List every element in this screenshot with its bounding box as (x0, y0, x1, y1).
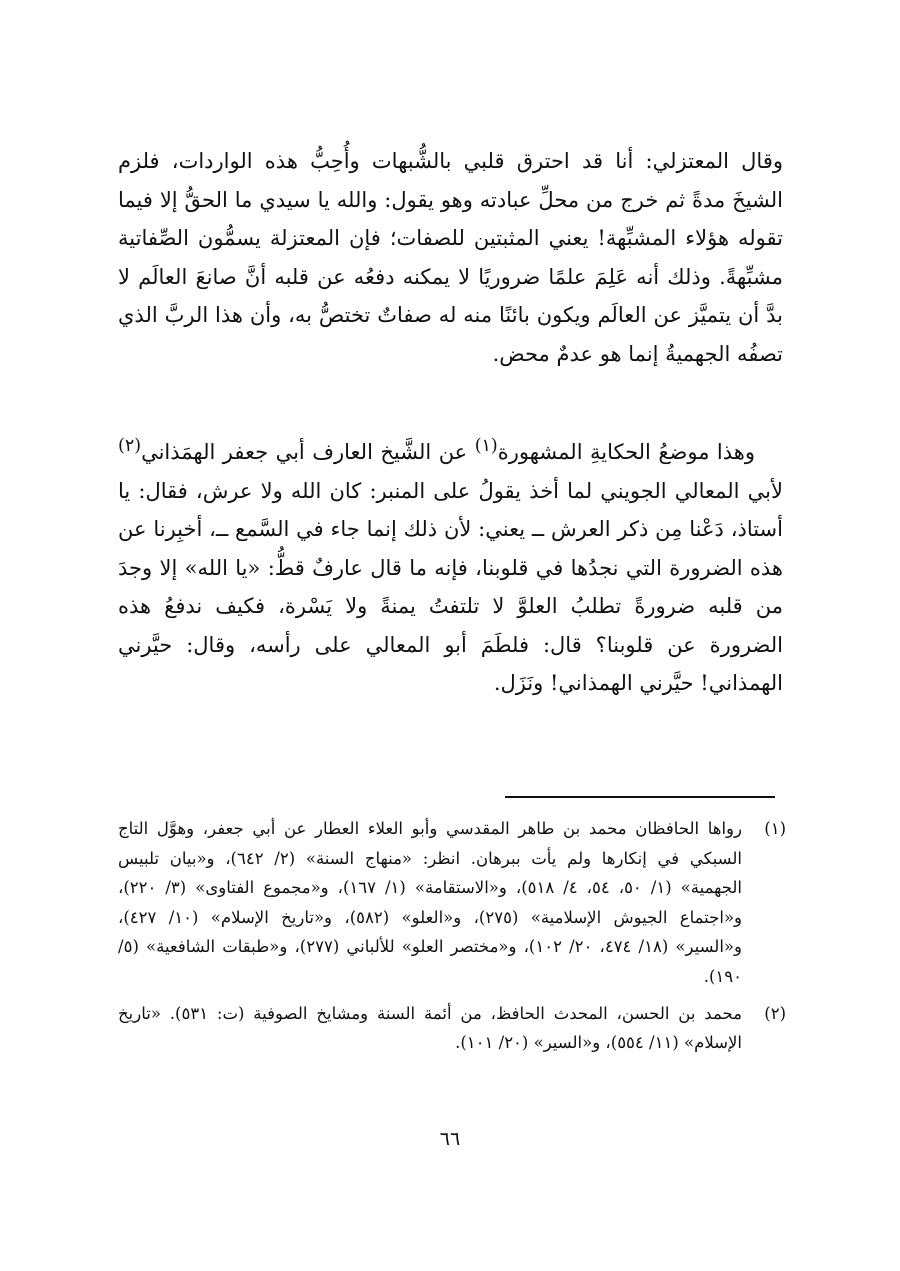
footnote-number-2: (٢) (764, 1003, 786, 1023)
paragraph-2-part-1: وهذا موضعُ الحكايةِ المشهورة (497, 440, 755, 464)
footnote-ref-1: (١) (474, 436, 498, 456)
main-paragraph-1: وقال المعتزلي: أنا قد احترق قلبي بالشُّبهات وأُحِبُّ هذه الواردات، فلزم الشيخَ مدةً ثم خرج من محلِّ عبادته وهو يقول: والله يا سيدي ما الحقُّ إلا فيما تقوله هؤلاء المشبِّهة! يعني المثبتين للصفات؛ فإن المعتزلة يسمُّون الصِّفاتية مشبِّهةً. وذلك أنه عَلِمَ علمًا ضروريًا لا يمكنه دفعُه عن قلبه أنَّ صانعَ العالَم لا بدَّ أن يتميَّز عن العالَم ويكون بائنًا منه له صفاتٌ تختصُّ به، وأن هذا الربَّ الذي تصفُه الجهميةُ إنما هو عدمٌ محض. (118, 149, 783, 366)
footnote-text-1: رواها الحافظان محمد بن طاهر المقدسي وأبو العلاء العطار عن أبي جعفر، وهوَّل التاج السبكي في إنكارها ولم يأت ببرهان. انظر: «منهاج السنة» (٢/ ٦٤٢)، و«بيان تلبيس الجهمية» (١/ ٥٠، ٥٤، ٤/ ٥١٨)، و«الاستقامة» (١/ ١٦٧)، و«مجموع الفتاوى» (٣/ ٢٢٠)، و«اجتماع الجيوش الإسلامية» (٢٧٥)، و«العلو» (٥٨٢)، و«تاريخ الإسلام» (١٠/ ٤٢٧)، و«السير» (١٨/ ٤٧٤، ٢٠/ ١٠٢)، و«مختصر العلو» للألباني (٢٧٧)، و«طبقات الشافعية» (٥/ ١٩٠). (118, 819, 743, 986)
footnote-ref-2: (٢) (118, 436, 142, 456)
footnote-number-1: (١) (764, 819, 786, 838)
footnotes-list (118, 814, 786, 1065)
footnote-text-2: محمد بن الحسن، المحدث الحافظ، من أئمة السنة ومشايخ الصوفية (ت: ٥٣١). «تاريخ الإسلام» (١١/ ٥٥٤)، و«السير» (٢٠/ ١٠١). (118, 1003, 742, 1053)
footnote-1 (118, 814, 786, 992)
main-paragraph-2 (118, 427, 783, 703)
footnote-separator (505, 796, 775, 798)
paragraph-2-part-3: لأبي المعالي الجويني لما أخذ يقولُ على المنبر: كان الله ولا عرش، فقال: يا أستاذ، دَعْنا مِن ذكر العرش ــ يعني: لأن ذلك إنما جاء في السَّمع ــ، أخبِرنا عن هذه الضرورة التي نجدُها في قلوبنا، فإنه ما قال عارفٌ قطُّ: «يا الله» إلا وجدَ من قلبه ضرورةً تطلبُ العلوَّ لا تلتفتُ يمنةً ولا يَسْرة، فكيف ندفعُ هذه الضرورة عن قلوبنا؟ قال: فلطَمَ أبو المعالي على رأسه، وقال: حيَّرني الهمذاني! حيَّرني الهمذاني! ونَزَل. (118, 478, 783, 695)
footnote-2 (118, 999, 786, 1058)
page-number: ٦٦ (439, 1128, 461, 1150)
paragraph-2-part-2: عن الشَّيخ العارف أبي جعفر الهمَذاني (141, 440, 475, 464)
